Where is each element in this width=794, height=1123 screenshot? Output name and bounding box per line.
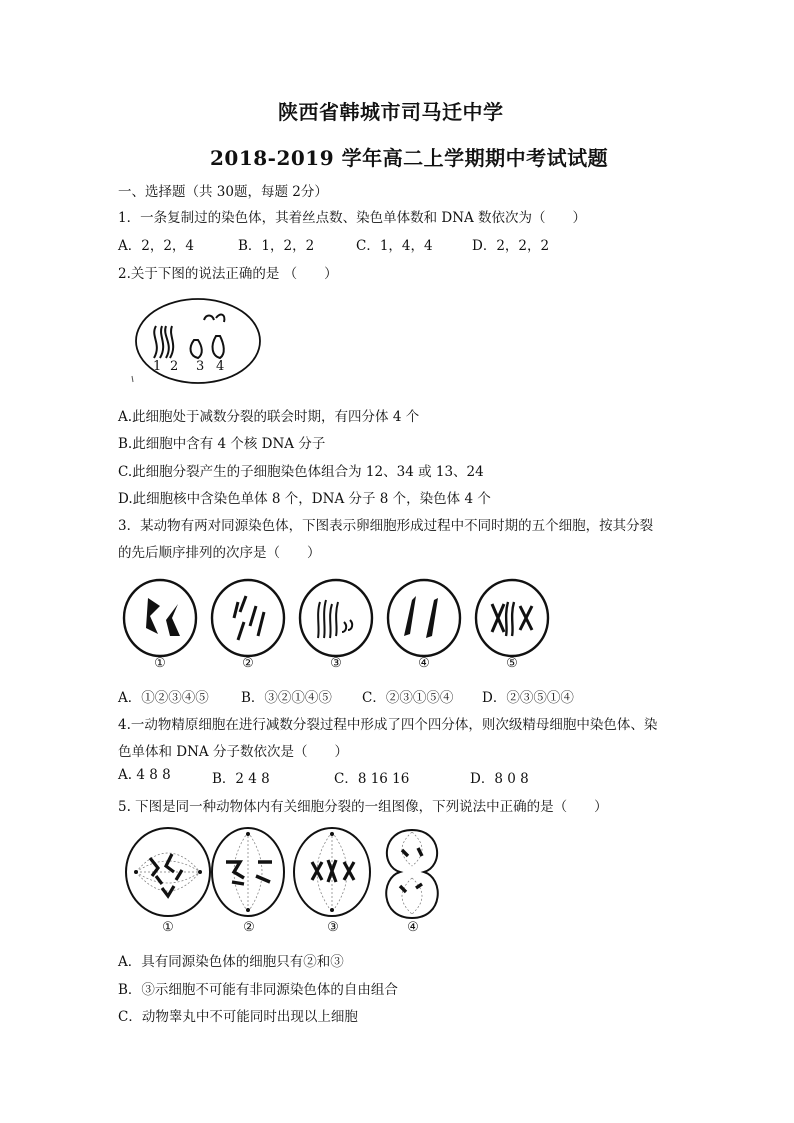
q5-cell-label-3: ③ bbox=[327, 920, 339, 935]
q4-stem-line2: 色单体和 DNA 分子数依次是（ ） bbox=[118, 744, 348, 760]
q1-option-c: C．1，4，4 bbox=[356, 238, 433, 254]
q3-cell-1 bbox=[124, 580, 196, 656]
q2-fig-label-2: 2 bbox=[170, 359, 179, 374]
exam-title: 2018-2019 学年高二上学期期中考试试题 bbox=[210, 146, 609, 170]
q5-option-c: C．动物睾丸中不可能同时出现以上细胞 bbox=[118, 1009, 358, 1025]
q1-option-a: A．2，2，4 bbox=[118, 238, 195, 254]
q3-option-b: B．③②①④⑤ bbox=[241, 690, 332, 706]
q3-cell-3 bbox=[300, 580, 372, 656]
section-heading: 一、选择题（共 30题，每题 2分） bbox=[118, 184, 328, 200]
q2-fig-label-3: 3 bbox=[196, 359, 205, 374]
q5-option-b: B．③示细胞不可能有非同源染色体的自由组合 bbox=[118, 982, 398, 998]
q4-option-b: B．2 4 8 bbox=[212, 771, 270, 787]
q1-option-b: B．1，2，2 bbox=[238, 238, 315, 254]
q2-option-c: C.此细胞分裂产生的子细胞染色体组合为 12、34 或 13、24 bbox=[118, 464, 484, 480]
q3-cell-5 bbox=[476, 580, 548, 656]
q3-cell-4 bbox=[388, 580, 460, 656]
q1-stem: 1．一条复制过的染色体，其着丝点数、染色单体数和 DNA 数依次为（ ） bbox=[118, 210, 587, 226]
q4-option-d: D．8 0 8 bbox=[470, 771, 529, 787]
q3-stem-line1: 3．某动物有两对同源染色体，下图表示卵细胞形成过程中不同时期的五个细胞，按其分裂 bbox=[118, 518, 654, 534]
q2-option-d: D.此细胞核中含染色单体 8 个，DNA 分子 8 个，染色体 4 个 bbox=[118, 491, 491, 507]
school-title: 陕西省韩城市司马迁中学 bbox=[278, 100, 504, 124]
q5-cell-3 bbox=[294, 828, 370, 916]
q5-stem: 5. 下图是同一种动物体内有关细胞分裂的一组图像，下列说法中正确的是（ ） bbox=[118, 799, 608, 815]
q5-cell-2 bbox=[212, 828, 284, 916]
q5-cell-label-2: ② bbox=[243, 920, 255, 935]
q3-cells-figure bbox=[120, 578, 560, 658]
q1-option-d: D．2，2，2 bbox=[472, 238, 550, 254]
q2-stem: 2.关于下图的说法正确的是 （ ） bbox=[118, 266, 338, 282]
q3-cell-label-2: ② bbox=[242, 656, 254, 671]
q5-cell-4 bbox=[386, 830, 438, 918]
q2-option-b: B.此细胞中含有 4 个核 DNA 分子 bbox=[118, 436, 326, 452]
q4-stem-line1: 4.一动物精原细胞在进行减数分裂过程中形成了四个四分体，则次级精母细胞中染色体、染 bbox=[118, 717, 658, 733]
q3-cell-label-3: ③ bbox=[330, 656, 342, 671]
q3-option-a: A．①②③④⑤ bbox=[118, 690, 209, 706]
q3-stem-line2: 的先后顺序排列的次序是（ ） bbox=[118, 545, 321, 561]
q5-cell-label-1: ① bbox=[162, 920, 174, 935]
q3-cell-label-5: ⑤ bbox=[506, 656, 518, 671]
q3-cell-2 bbox=[212, 580, 284, 656]
q2-fig-label-1: 1 bbox=[153, 359, 162, 374]
q2-option-a: A.此细胞处于减数分裂的联会时期，有四分体 4 个 bbox=[118, 409, 420, 425]
q3-cell-label-4: ④ bbox=[418, 656, 430, 671]
q5-cell-1 bbox=[126, 828, 210, 916]
q3-cell-label-1: ① bbox=[154, 656, 166, 671]
q5-cell-label-4: ④ bbox=[407, 920, 419, 935]
q4-option-a: A. 4 8 8 bbox=[118, 767, 171, 783]
q3-option-d: D．②③⑤①④ bbox=[482, 690, 574, 706]
q4-option-c: C．8 16 16 bbox=[334, 771, 410, 787]
q5-option-a: A．具有同源染色体的细胞只有②和③ bbox=[118, 954, 344, 970]
q5-cells-figure bbox=[122, 826, 452, 922]
q3-option-c: C．②③①⑤④ bbox=[362, 690, 454, 706]
q2-fig-label-4: 4 bbox=[216, 359, 225, 374]
